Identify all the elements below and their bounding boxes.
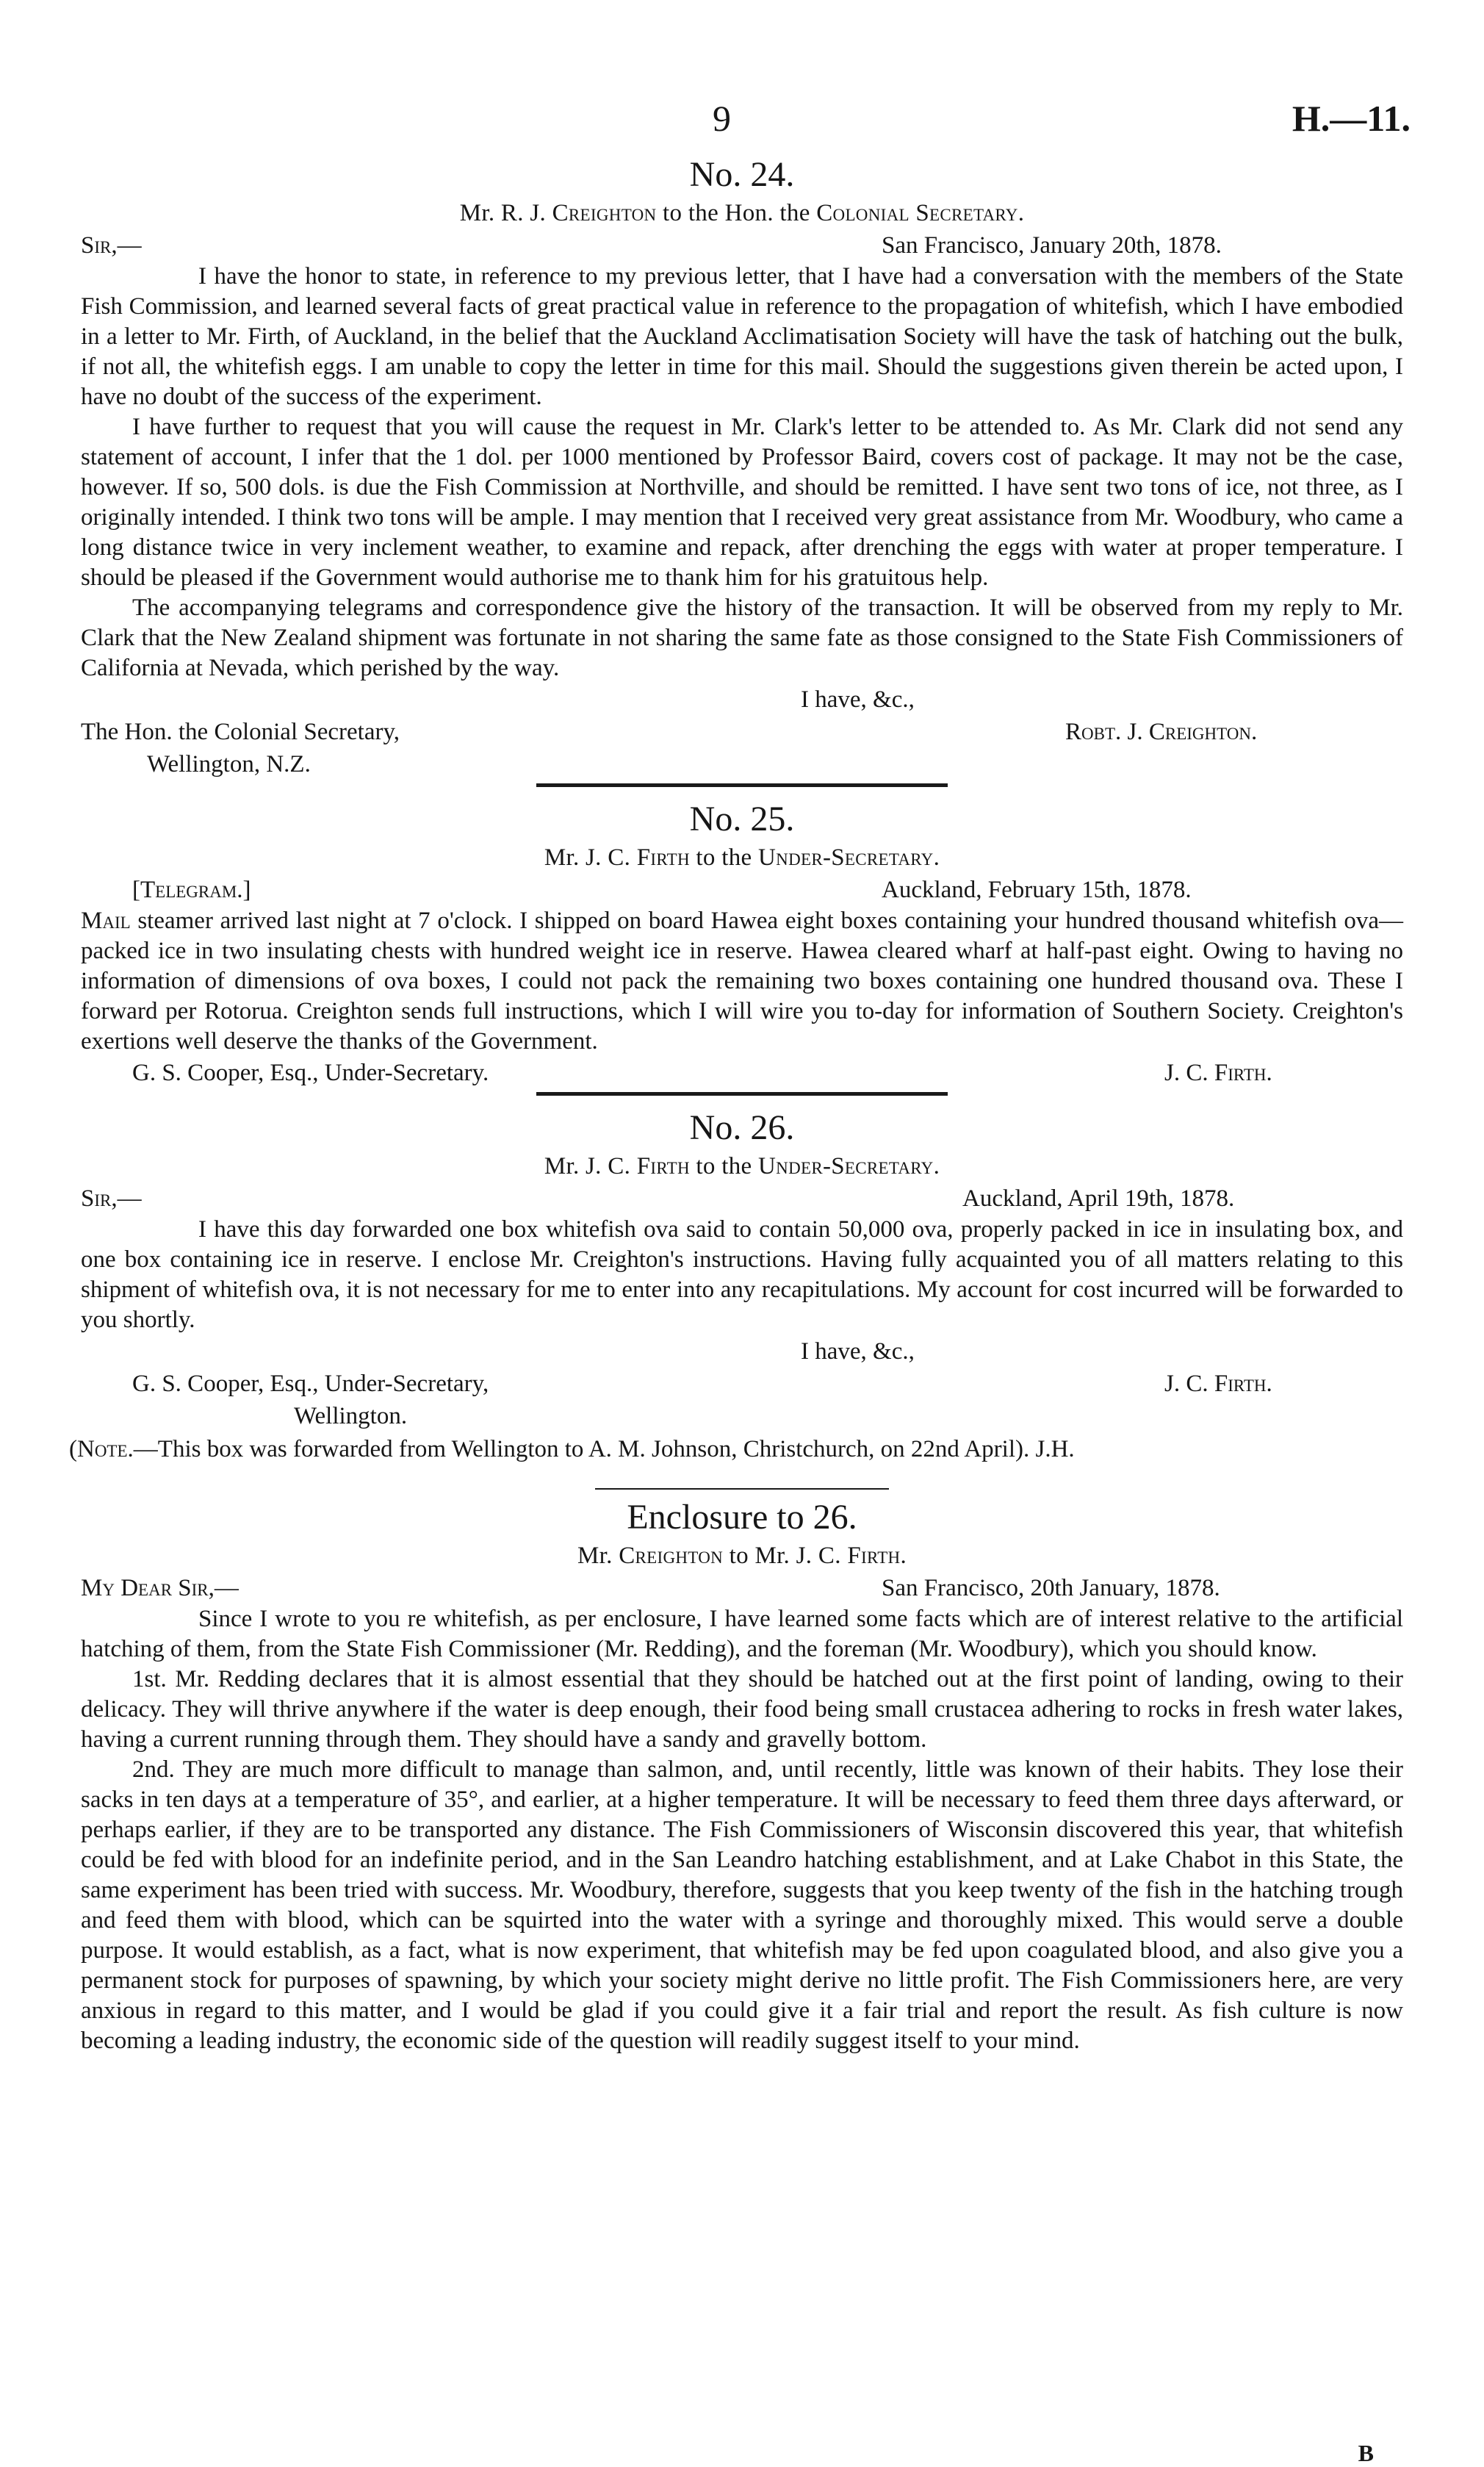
body-first-word: Mail (81, 908, 131, 934)
paragraph: I have this day forwarded one box whitefish ova said to contain 50,000 ova, properly packed in ice in insulating box, and one box containing ice in reserve. I enclose Mr. Creighton's instructions. Having fully acquainted you of all matters relating to this shipment of whitefish ova, it is not necessary for me to enter into any recapitulations. My account for cost incurred will be forwarded to you shortly. (81, 1216, 1403, 1333)
page-number: 9 (713, 98, 731, 139)
subtitle-to: to the (696, 844, 752, 871)
telegram-label: [Telegram.] (132, 877, 251, 903)
signature-row (81, 1057, 1403, 1089)
subtitle-to: to Mr. J. C. (729, 1543, 841, 1569)
note-label: (Note. (69, 1436, 134, 1462)
closing: I have, &c., (801, 1338, 915, 1365)
subtitle-name: Firth (636, 1153, 690, 1179)
subtitle-name: Creighton (552, 200, 657, 226)
addressee: G. S. Cooper, Esq., Under-Secretary, (132, 1371, 489, 1397)
letter-title: No. 26. (689, 1108, 795, 1147)
signature: J. C. Firth. (1164, 1060, 1272, 1086)
signature-row (81, 1368, 1403, 1400)
letter-subtitle (81, 841, 1403, 874)
signature-row (81, 716, 1403, 748)
printer-signature-mark: B (1358, 2440, 1374, 2466)
paragraph: Since I wrote to you re whitefish, as per enclosure, I have learned some facts which are of interest relative to the artificial hatching of them, from the State Fish Commissioner (Mr. Redding), and the foreman (Mr. Woodbury), which you should know. (81, 1606, 1403, 1662)
telegram-body (81, 906, 1403, 1057)
subtitle-office: Firth. (847, 1543, 907, 1569)
letter-title: Enclosure to 26. (627, 1498, 857, 1537)
letter-subtitle (81, 1150, 1403, 1182)
editor-note (69, 1432, 1403, 1466)
letter-title: No. 25. (689, 800, 795, 839)
salutation: Sir,— (81, 232, 142, 259)
section-divider (536, 783, 948, 787)
closing: I have, &c., (801, 686, 915, 713)
paragraph: I have further to request that you will cause the request in Mr. Clark's letter to be attended to. As Mr. Clark did not send any statement of account, I infer that the 1 dol. per 1000 mentioned by Professor Baird, covers cost of package. It may not be the case, however. If so, 500 dols. is due the Fish Commission at Northville, and should be remitted. I have sent two tons of ice, not three, as I originally intended. I think two tons will be ample. I may mention that I received very great assistance from Mr. Woodbury, who came a long distance twice in very inclement weather, to examine and repack, after drenching the eggs with water at proper temperature. I should be pleased if the Government would authorise me to thank him for his gratuitous help. (81, 414, 1403, 591)
telegram-row (81, 874, 1403, 906)
letter-subtitle (81, 1540, 1403, 1572)
addressee: The Hon. the Colonial Secretary, (81, 719, 400, 745)
addressee-location: Wellington, N.Z. (147, 751, 311, 778)
subtitle-office: Colonial Secretary. (816, 200, 1025, 226)
salutation: My Dear Sir,— (81, 1575, 239, 1601)
section-divider (536, 1092, 948, 1096)
enclosure-to-26 (81, 1495, 1403, 2056)
series-code: H.—11. (1292, 98, 1411, 139)
letter-no-25 (81, 797, 1403, 1089)
place-date: San Francisco, January 20th, 1878. (882, 232, 1222, 259)
salutation-row (81, 229, 1403, 262)
subtitle-office: Under-Secretary. (758, 844, 940, 871)
body-text: steamer arrived last night at 7 o'clock. I shipped on board Hawea eight boxes containing your hundred thousand whitefish ova—packed ice in two insulating chests with hundred weight ice in reserve. Hawea cleared wharf at half-past eight. Owing to having no information of dimensions of ova boxes, I could not pack the remaining two boxes containing one hundred thousand ova. These I forward per Rotorua. Creighton sends full instructions, which I will wire you to-day for information of Southern Society. Creighton's exertions well deserve the thanks of the Government. (81, 908, 1403, 1055)
paragraph: 1st. Mr. Redding declares that it is almost essential that they should be hatched out at the first point of landing, owing to their delicacy. They will thrive anywhere if the water is deep enough, their food being small crustacea adhering to rocks in fresh water lakes, having a current running through them. They should have a sandy and gravelly bottom. (81, 1666, 1403, 1753)
subtitle-name: Creighton (619, 1543, 724, 1569)
paragraph: 2nd. They are much more difficult to manage than salmon, and, until recently, little was known of their habits. They lose their sacks in ten days at a temperature of 35°, and earlier, at a higher temperature. It will be necessary to feed them three days afterward, or perhaps earlier, if they are to be transported any distance. The Fish Commissioners of Wisconsin discovered this year, that whitefish could be fed with blood for an indefinite period, and in the San Leandro hatching establishment, and at Lake Chabot in this State, the same experiment has been tried with success. Mr. Woodbury, therefore, suggests that you keep twenty of the fish in the hatching trough and feed them with blood, which can be squirted into the water with a syringe and thoroughly mixed. This would serve a double purpose. It would establish, as a fact, what is now experiment, that whitefish may be fed upon coagulated blood, and also give you a permanent stock for purposes of spawning, by which your society might derive no little profit. The Fish Commissioners here, are very anxious in regard to this matter, and I would be glad if you could give it a fair trial and report the result. As fish culture is now becoming a leading industry, the economic side of the question will readily suggest itself to your mind. (81, 1756, 1403, 2054)
subtitle-mr: Mr. J. C. (544, 844, 631, 871)
subtitle-mr: Mr. J. C. (544, 1153, 631, 1179)
subtitle-to: to the Hon. the (663, 200, 810, 226)
subtitle-name: Firth (636, 844, 690, 871)
paragraph: I have the honor to state, in reference to my previous letter, that I have had a conversation with the members of the State Fish Commission, and learned several facts of great practical value in reference to the propagation of whitefish, which I have embodied in a letter to Mr. Firth, of Auckland, in the belief that the Auckland Acclimatisation Society will have the task of hatching out the bulk, if not all, the whitefish eggs. I am unable to copy the letter in time for this mail. Should the suggestions given therein be acted upon, I have no doubt of the success of the experiment. (81, 263, 1403, 410)
salutation: Sir,— (81, 1185, 142, 1212)
page-header (81, 88, 1411, 147)
note-text: —This box was forwarded from Wellington to A. M. Johnson, Christchurch, on 22nd April). J.H. (133, 1436, 1075, 1462)
subtitle-office: Under-Secretary. (758, 1153, 940, 1179)
subtitle-mr: Mr. R. J. (459, 200, 547, 226)
salutation-row (81, 1182, 1403, 1215)
letter-subtitle (81, 197, 1403, 229)
place-date: San Francisco, 20th January, 1878. (882, 1575, 1220, 1601)
subtitle-to: to the (696, 1153, 752, 1179)
addressee-location: Wellington. (294, 1403, 408, 1429)
subtitle-mr: Mr. (577, 1543, 613, 1569)
salutation-row (81, 1572, 1403, 1604)
place-date: Auckland, February 15th, 1878. (882, 877, 1192, 903)
addressee: G. S. Cooper, Esq., Under-Secretary. (132, 1060, 489, 1086)
signature: J. C. Firth. (1164, 1371, 1272, 1397)
letter-title: No. 24. (689, 155, 795, 194)
place-date: Auckland, April 19th, 1878. (962, 1185, 1235, 1212)
letter-no-26 (69, 1106, 1403, 1466)
letter-no-24 (81, 153, 1403, 780)
document-page (69, 88, 1411, 2466)
signature: Robt. J. Creighton. (1065, 719, 1258, 745)
section-divider (595, 1488, 889, 1490)
paragraph: The accompanying telegrams and correspondence give the history of the transaction. It will be observed from my reply to Mr. Clark that the New Zealand shipment was fortunate in not sharing the same fate as those consigned to the State Fish Commissioners of California at Nevada, which perished by the way. (81, 595, 1403, 681)
